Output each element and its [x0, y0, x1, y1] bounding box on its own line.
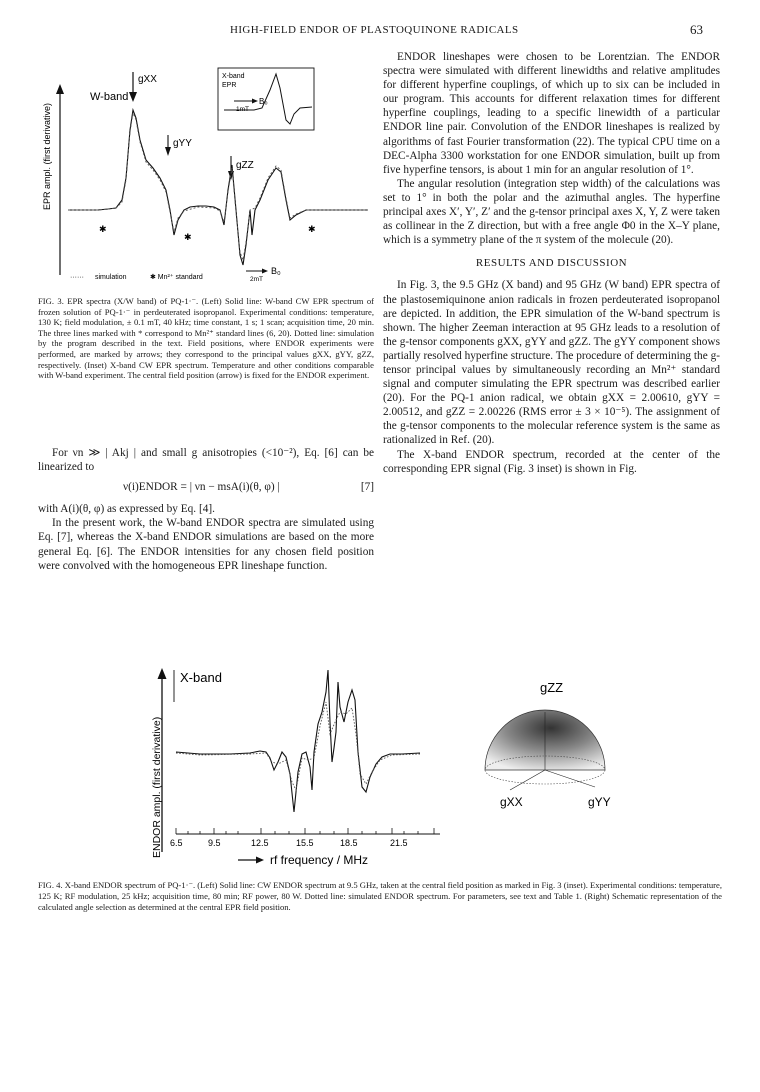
figure-3: [38, 60, 378, 285]
right-para-3: In Fig. 3, the 9.5 GHz (X band) and 95 GHz (W band) EPR spectra of the plastosemiquinone anion radicals in frozen perdeuterated isopropanol are depicted. In addition, the EPR simulation of the W-band spectrum is shown. The higher Zeeman interaction at 95 GHz leads to a resolution of the g-tensor components gXX, gYY and gZZ. The gYY component shows partially resolved hyperfine structure. The procedure of determining the g-tensor principal values by simultaneously recording an Mn²⁺ standard signal and computer simulating the EPR spectrum was described earlier (20). For the PQ-1 anion radical, we obtain gXX = 2.00610, gYY = 2.00512, and gZZ = 2.00226 (RMS error ± 3 × 10⁻⁵). The assignment of the g-tensor components to the molecular reference system is the same as rationalized in Ref. (20).: [383, 279, 720, 447]
fig4-tick-label: 21.5: [390, 838, 408, 848]
left-para-2: with A(i)(θ, φ) as expressed by Eq. [4].: [38, 503, 215, 516]
fig4-gxx: gXX: [500, 795, 523, 809]
inset-field: B₀: [259, 97, 268, 106]
fig3-gzz: gZZ: [236, 160, 254, 171]
fig4-tick-label: 9.5: [208, 838, 221, 848]
right-para-2: The angular resolution (integration step width) of the calculations was set to 1° in both the polar and the azimuthal angles. The hyperfine principal axes X′, Y′, Z′ and the g-tensor principal axes X, Y, Z were taken as collinear in the Z direction, but with a free angle Φ0 in the X–Y plane, which is a symmetry plane of the π system of the molecule (20).: [383, 177, 720, 247]
right-para-4: The X-band ENDOR spectrum, recorded at the center of the corresponding EPR signal (Fig. 3 inset) is shown in Fig.: [383, 448, 720, 475]
fig4-gyy: gYY: [588, 795, 611, 809]
running-header: [0, 22, 760, 42]
inset-title-1: X-band: [222, 73, 245, 80]
fig3-gxx: gXX: [138, 74, 157, 85]
figure-3-caption: FIG. 3. EPR spectra (X/W band) of PQ-1·⁻. (Left) Solid line: W-band CW EPR spectrum of frozen solution of PQ-1·⁻ in perdeuterated isopropanol. Experimental conditions: temperature, 130 K; field modulation, ± 0.1 mT, 40 kHz; time constant, 1 s; 1 scan; acquisition time, 20 min. The three lines marked with * correspond to Mn²⁺ standard lines (6, 20). Dotted line: simulation by the program described in the text. Field positions, where ENDOR experiments were performed, are marked by arrows; they correspond to the principal values gXX, gYY, gZZ, respectively. (Inset) X-band CW EPR spectrum. Temperature and other conditions comparable with W-band experiment. The central field position (arrow) is fixed for the ENDOR experiment.: [38, 296, 374, 381]
fig4-tick-label: 6.5: [170, 838, 183, 848]
running-title: HIGH-FIELD ENDOR OF PLASTOQUINONE RADICALS: [230, 24, 519, 36]
fig3-gyy: gYY: [173, 138, 192, 149]
fig4-tick-label: 15.5: [296, 838, 314, 848]
fig4-ticks: [176, 828, 434, 834]
fig3-y-label: EPR ampl. (first derivative): [42, 102, 52, 210]
fig3-band-label: W-band: [90, 91, 129, 103]
fig3-spectrum-simulation: [68, 113, 368, 260]
figure-4-plot: [140, 662, 630, 872]
fig4-gzz: gZZ: [540, 680, 564, 695]
legend-mn: ✱ Mn²⁺ standard: [150, 274, 203, 281]
fig4-tick-label: 18.5: [340, 838, 358, 848]
fig4-spectrum-solid: [176, 670, 420, 812]
equation-body: ν(i)ENDOR = | νn − msA(i)(θ, φ) |: [123, 481, 280, 494]
fig3-field: B₀: [271, 266, 281, 276]
fig4-x-label: rf frequency / MHz: [270, 853, 369, 867]
arrow-gyy-icon: [165, 147, 171, 156]
inset-scale: 1mT: [236, 106, 249, 113]
figure-4: [140, 662, 630, 872]
left-column: [38, 446, 374, 573]
left-para-3: In the present work, the W-band ENDOR spectra are simulated using Eq. [7], whereas the X-band ENDOR simulations are based on the more general Eq. [6]. The ENDOR intensities for any chosen field position were convolved with the homogeneous EPR lineshape function.: [38, 517, 374, 572]
right-column: [383, 50, 720, 476]
fig4-tick-label: 12.5: [251, 838, 269, 848]
fig4-y-label: ENDOR ampl. (first derivative): [151, 716, 163, 858]
equation-number: [7]: [360, 481, 374, 494]
mn-marker-icon: ✱: [99, 224, 107, 234]
mn-marker-icon: ✱: [308, 224, 316, 234]
arrow-gxx-icon: [129, 92, 137, 102]
left-para-1: For νn ≫ | Akj | and small g anisotropies (<10⁻²), Eq. [6] can be linearized to: [38, 447, 374, 474]
legend-simulation: simulation: [95, 274, 127, 281]
field-arrow-icon: [262, 269, 268, 274]
fig3-y-axis-arrow: [56, 84, 64, 94]
inset-title-2: EPR: [222, 82, 237, 89]
section-heading: RESULTS AND DISCUSSION: [475, 257, 628, 270]
fig4-band-label: X-band: [180, 670, 222, 685]
frequency-arrow-icon: [256, 857, 264, 864]
fig4-y-axis-arrow: [158, 668, 167, 679]
fig3-scale: 2mT: [250, 276, 263, 283]
fig3-spectrum-solid: [68, 110, 368, 265]
figure-4-caption: FIG. 4. X-band ENDOR spectrum of PQ-1·⁻. (Left) Solid line: CW ENDOR spectrum at 9.5 GHz, taken at the central field position as marked in Fig. 3 (inset). Experimental conditions: temperature, 125 K; RF modulation, 25 kHz; acquisition time, 80 min; RF power, 80 W. Dotted line: simulated ENDOR spectrum. For parameters, see text and Table 1. (Right) Schematic representation of the calculated angle selection as determined at the central EPR field position.: [38, 880, 722, 912]
mn-marker-icon: ✱: [184, 232, 192, 242]
equation-7: [38, 474, 374, 502]
legend-dots: ······: [70, 274, 84, 281]
page-number: 63: [690, 22, 703, 37]
right-para-1: ENDOR lineshapes were chosen to be Lorentzian. The ENDOR spectra were simulated with different linewidths and relative amplitudes for different hyperfine couplings, of which up to six can be included in our program. This accounts for different relaxation times for different hyperfine couplings, leading to a specific linewidth of a particular ENDOR line pair. Convolution of the ENDOR lineshapes is realized by algorithms of fast Fourier transformation (22). The typical CPU time on a DEC-Alpha 3300 workstation for one ENDOR simulation, built up from five hyperfine tensors, is about 1 min for an angular resolution of 1°.: [383, 51, 720, 176]
figure-3-plot: [38, 60, 378, 285]
